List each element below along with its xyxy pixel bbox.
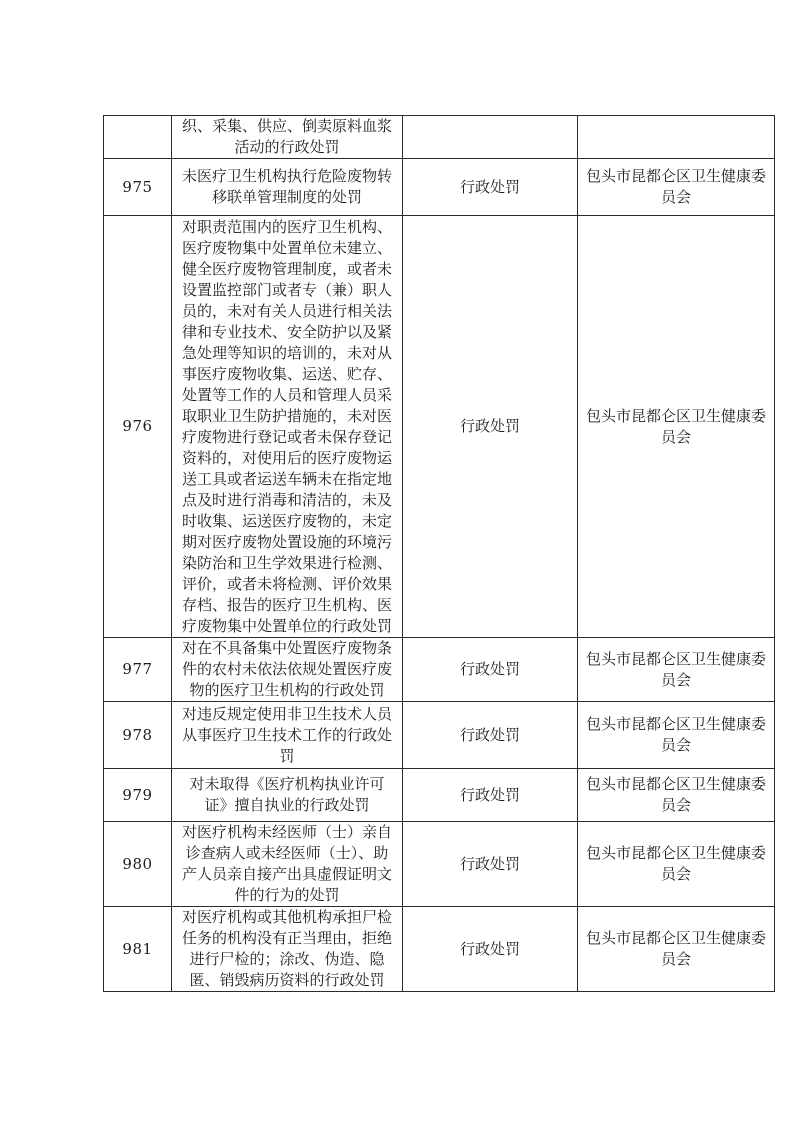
item-number-cell: 977 — [104, 638, 172, 702]
penalty-items-table — [103, 115, 775, 992]
item-number-cell: 978 — [104, 702, 172, 769]
item-description-cell: 对医疗机构或其他机构承担尸检任务的机构没有正当理由，拒绝进行尸检的；涂改、伪造、隐匿、销毁病历资料的行政处罚 — [172, 907, 403, 992]
item-number-cell: 976 — [104, 216, 172, 638]
authority-cell — [578, 116, 775, 159]
item-description-cell: 对在不具备集中处置医疗废物条件的农村未依法依规处置医疗废物的医疗卫生机构的行政处罚 — [172, 638, 403, 702]
table-row — [104, 216, 775, 638]
item-number-cell — [104, 116, 172, 159]
item-description-cell: 对未取得《医疗机构执业许可证》擅自执业的行政处罚 — [172, 769, 403, 822]
item-number-cell: 979 — [104, 769, 172, 822]
item-description-cell: 对医疗机构未经医师（士）亲自诊查病人或未经医师（士）、助产人员亲自接产出具虚假证明文件的行为的处罚 — [172, 822, 403, 907]
item-number-cell: 981 — [104, 907, 172, 992]
item-description-cell: 未医疗卫生机构执行危险废物转移联单管理制度的处罚 — [172, 159, 403, 216]
authority-cell: 包头市昆都仑区卫生健康委员会 — [578, 638, 775, 702]
table-row — [104, 907, 775, 992]
authority-cell: 包头市昆都仑区卫生健康委员会 — [578, 822, 775, 907]
item-description-cell: 织、采集、供应、倒卖原料血浆活动的行政处罚 — [172, 116, 403, 159]
item-description-cell: 对违反规定使用非卫生技术人员从事医疗卫生技术工作的行政处罚 — [172, 702, 403, 769]
table-row — [104, 769, 775, 822]
authority-cell: 包头市昆都仑区卫生健康委员会 — [578, 907, 775, 992]
authority-cell: 包头市昆都仑区卫生健康委员会 — [578, 702, 775, 769]
table-row — [104, 702, 775, 769]
table-body — [104, 116, 775, 992]
authority-cell: 包头市昆都仑区卫生健康委员会 — [578, 216, 775, 638]
table-row — [104, 159, 775, 216]
authority-cell: 包头市昆都仑区卫生健康委员会 — [578, 159, 775, 216]
item-number-cell: 975 — [104, 159, 172, 216]
table-row — [104, 822, 775, 907]
penalty-type-cell: 行政处罚 — [403, 769, 578, 822]
authority-cell: 包头市昆都仑区卫生健康委员会 — [578, 769, 775, 822]
penalty-type-cell: 行政处罚 — [403, 159, 578, 216]
item-description-cell: 对职责范围内的医疗卫生机构、医疗废物集中处置单位未建立、健全医疗废物管理制度，或者未设置监控部门或者专（兼）职人员的，未对有关人员进行相关法律和专业技术、安全防护以及紧急处理等知识的培训的，未对从事医疗废物收集、运送、贮存、处置等工作的人员和管理人员采取职业卫生防护措施的，未对医疗废物进行登记或者未保存登记资料的，对使用后的医疗废物运送工具或者运送车辆未在指定地点及时进行消毒和清洁的，未及时收集、运送医疗废物的，未定期对医疗废物处置设施的环境污染防治和卫生学效果进行检测、评价，或者未将检测、评价效果存档、报告的医疗卫生机构、医疗废物集中处置单位的行政处罚 — [172, 216, 403, 638]
penalty-type-cell: 行政处罚 — [403, 702, 578, 769]
penalty-type-cell: 行政处罚 — [403, 216, 578, 638]
penalty-type-cell: 行政处罚 — [403, 638, 578, 702]
penalty-type-cell: 行政处罚 — [403, 822, 578, 907]
penalty-type-cell — [403, 116, 578, 159]
item-number-cell: 980 — [104, 822, 172, 907]
table-row — [104, 638, 775, 702]
table-row — [104, 116, 775, 159]
penalty-type-cell: 行政处罚 — [403, 907, 578, 992]
